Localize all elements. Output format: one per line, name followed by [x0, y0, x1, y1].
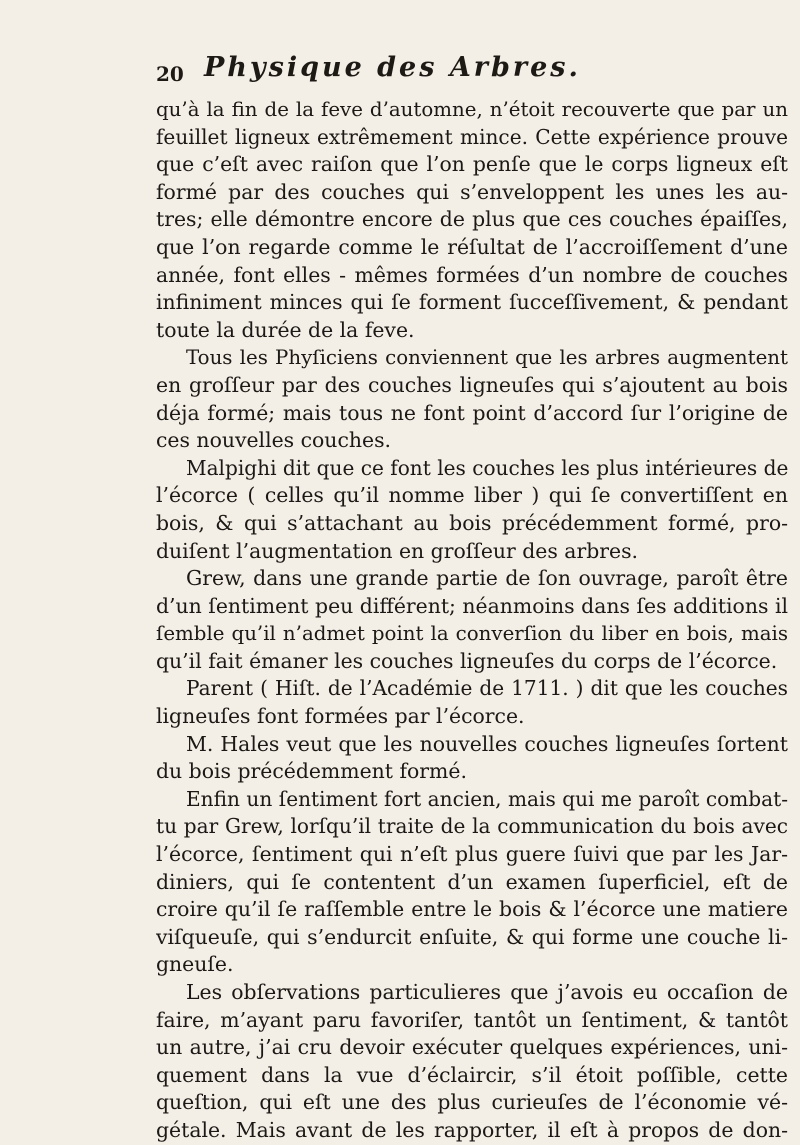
text-line: tu par Grew, lorſqu’il traite de la communication du bois avec	[156, 814, 788, 839]
text-line: faire, m’ayant paru favoriſer, tantôt un ſentiment, & tantôt	[156, 1007, 788, 1032]
body-text	[156, 96, 788, 1145]
text-line: gétale. Mais avant de les rapporter, il eſt à propos de don-	[156, 1117, 788, 1142]
text-line: du bois précédemment formé.	[156, 759, 467, 784]
text-line: ces nouvelles couches.	[156, 428, 392, 453]
text-line: en groſſeur par des couches ligneuſes qui s’ajoutent au bois	[156, 372, 788, 397]
text-line: ſemble qu’il n’admet point la converſion du liber en bois, mais	[156, 622, 788, 646]
text-line: d’un ſentiment peu différent; néanmoins dans ſes additions il	[156, 593, 788, 618]
running-head: Physique des Arbres.	[204, 52, 581, 83]
text-line: duiſent l’augmentation en groſſeur des arbres.	[156, 538, 639, 563]
text-line: croire qu’il ſe raſſemble entre le bois & l’écorce une matiere	[156, 897, 788, 922]
text-line: qu’à la fin de la feve d’automne, n’étoit recouverte que par un	[156, 98, 788, 121]
text-line: M. Hales veut que les nouvelles couches ligneuſes ſortent	[186, 731, 788, 756]
text-line: un autre, j’ai cru devoir exécuter quelques expériences, uni-	[156, 1035, 788, 1060]
text-line: Malpighi dit que ce font les couches les plus intérieures de	[186, 455, 788, 480]
page-header	[156, 52, 788, 92]
text-line: bois, & qui s’attachant au bois précédemment formé, pro-	[156, 510, 788, 535]
text-line: qu’il fait émaner les couches ligneuſes du corps de l’écorce.	[156, 648, 778, 673]
text-line: que c’eſt avec raiſon que l’on penſe que le corps ligneux eſt	[156, 152, 788, 177]
text-line: toute la durée de la feve.	[156, 317, 415, 342]
text-line: tres; elle démontre encore de plus que ces couches épaiſſes,	[156, 207, 788, 232]
text-line: Grew, dans une grande partie de ſon ouvrage, paroît être	[186, 566, 788, 591]
text-line: diniers, qui ſe contentent d’un examen ſuperficiel, eſt de	[156, 869, 788, 894]
text-line: viſqueuſe, qui s’endurcit enſuite, & qui forme une couche li-	[156, 924, 788, 949]
text-line: l’écorce ( celles qu’il nomme liber ) qui ſe convertiſſent en	[156, 483, 788, 508]
text-line: Tous les Phyſiciens conviennent que les arbres augmentent	[186, 346, 788, 370]
text-line: infiniment minces qui ſe forment ſucceſſivement, & pendant	[156, 290, 788, 315]
text-line: année, font elles - mêmes formées d’un nombre de couches	[156, 262, 788, 287]
page-number: 20	[156, 62, 184, 86]
text-line: Les obſervations particulieres que j’avois eu occaſion de	[186, 980, 788, 1004]
text-line: Enfin un ſentiment fort ancien, mais qui me paroît combat-	[186, 786, 788, 811]
text-line: gneuſe.	[156, 952, 234, 977]
text-line: déja formé; mais tous ne font point d’accord ſur l’origine de	[156, 400, 788, 425]
text-line: formé par des couches qui s’enveloppent les unes les au-	[156, 179, 788, 204]
text-line: l’écorce, ſentiment qui n’eſt plus guere ſuivi que par les Jar-	[156, 842, 788, 867]
text-line: ligneuſes font formées par l’écorce.	[156, 704, 525, 729]
text-line: quement dans la vue d’éclaircir, s’il étoit poſſible, cette	[156, 1062, 788, 1087]
text-line: feuillet ligneux extrêmement mince. Cette expérience prouve	[156, 124, 788, 149]
text-line: queſtion, qui eſt une des plus curieuſes de l’économie vé-	[156, 1090, 788, 1115]
text-line: que l’on regarde comme le réſultat de l’accroiſſement d’une	[156, 234, 788, 259]
text-line: Parent ( Hiſt. de l’Académie de 1711. ) dit que les couches	[186, 676, 788, 701]
